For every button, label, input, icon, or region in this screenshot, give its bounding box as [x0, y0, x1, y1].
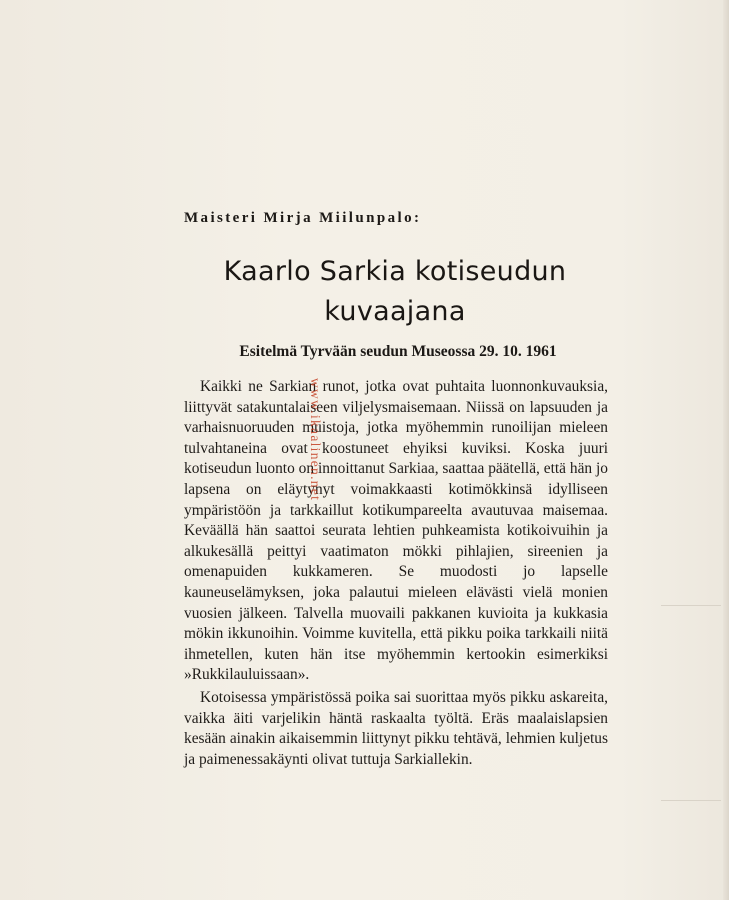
page-edge	[723, 0, 729, 900]
watermark-text: www.ikaalinen.net	[308, 378, 323, 502]
paper-crease	[661, 605, 721, 606]
article-subtitle: Esitelmä Tyrvään seudun Museossa 29. 10. 1961	[239, 343, 557, 360]
article-title	[180, 252, 610, 332]
title-line: kuvaajana	[324, 296, 466, 327]
paragraph: Kaikki ne Sarkian runot, jotka ovat puhtaita luonnonkuvauksia, liittyvät satakuntalaiseen viljelysmaisemaan. Niissä on lapsuuden ja varhaisnuoruuden muistoja, jotka myöhemmin runoilijan mieleen tulvahtaneina ovat koostuneet ehyiksi kuviksi. Koska juuri kotiseudun luonto on innoittanut Sarkiaa, saattaa päätellä, että hän jo lapsena on eläytynyt voimakkaasti kotimökkinsä idylliseen ympäristöön ja tarkkaillut kotikumpareelta avautuvaa maisemaa. Keväällä hän saattoi seurata lehtien puhkeamista kotikoivuihin ja alkukesällä peittyi vaatimaton mökki pihlajien, sireenien ja omenapuiden kukkameren. Se muodosti jo lapselle kauneuselämyksen, joka palautui mieleen elävästi vielä monien vuosien jälkeen. Talvella muovaili pakkanen kuvioita ja kukkasia mökin ikkunoihin. Voimme kuvitella, että pikku poika tarkkaili niitä ihmetellen, kuten hän itse myöhemmin kertookin esimerkiksi »Rukkilauluissaan».	[184, 378, 608, 684]
paper-crease	[661, 800, 721, 801]
paragraph: Kotoisessa ympäristössä poika sai suorittaa myös pikku askareita, vaikka äiti varjelikin häntä raskaalta työltä. Eräs maalaislapsien kesään ainakin aikaisemmin liittynyt pikku tehtävä, lehmien kuljetus ja paimenessakäynti olivat tuttuja Sarkiallekin.	[184, 688, 608, 768]
article-body	[184, 377, 608, 770]
author-byline: Maisteri Mirja Miilunpalo:	[184, 210, 422, 226]
title-line: Kaarlo Sarkia kotiseudun	[223, 256, 567, 287]
